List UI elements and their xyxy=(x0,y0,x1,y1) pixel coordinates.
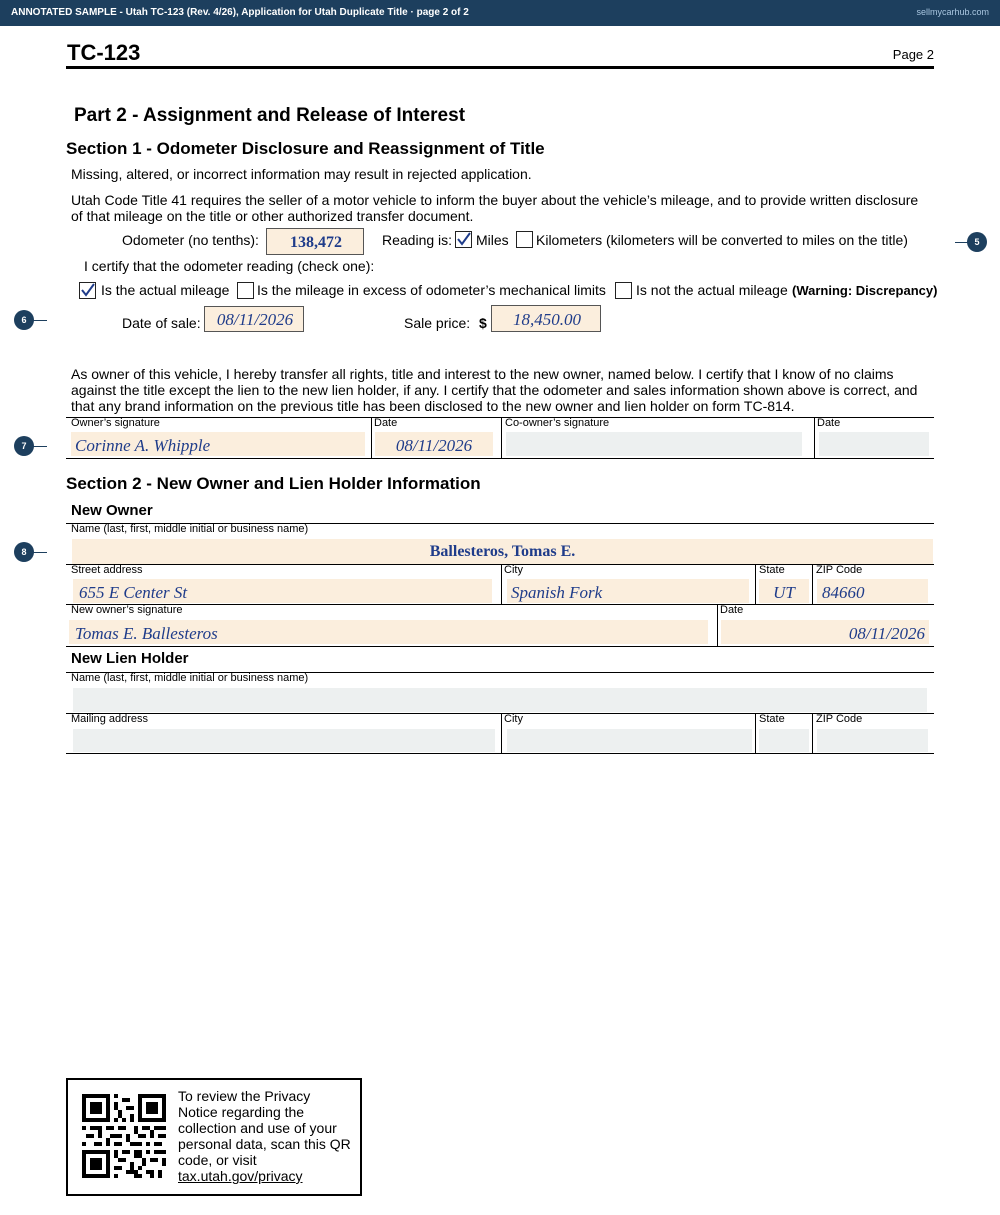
coowner-signature-label: Co-owner’s signature xyxy=(505,417,610,429)
new-owner-name-label: Name (last, first, middle initial or business name) xyxy=(71,523,309,535)
discrepancy-warning: (Warning: Discrepancy) xyxy=(792,283,938,298)
section1-title: Section 1 - Odometer Disclosure and Reassignment of Title xyxy=(66,139,545,158)
odometer-field[interactable] xyxy=(266,228,364,255)
form-number: TC-123 xyxy=(67,40,141,65)
code-disclosure-text: Utah Code Title 41 requires the seller of a motor vehicle to inform the buyer about the vehicle’s mileage, and to provide written disclosure of that mileage on the title or other authorized transfer document. xyxy=(71,192,919,224)
check-icon xyxy=(457,232,471,246)
date-of-sale-value: 08/11/2026 xyxy=(216,310,294,329)
street-value: 655 E Center St xyxy=(79,583,188,602)
divider xyxy=(717,604,718,646)
excess-mileage-label: Is the mileage in excess of odometer’s mechanical limits xyxy=(257,282,606,298)
rule xyxy=(66,713,934,714)
zip-label: ZIP Code xyxy=(816,564,863,576)
coowner-signature-field[interactable] xyxy=(506,432,802,456)
divider xyxy=(755,564,756,605)
divider xyxy=(501,713,502,754)
state-field[interactable] xyxy=(759,579,809,603)
page-label: Page 2 xyxy=(892,47,934,62)
divider xyxy=(501,564,502,605)
owner-date-value: 08/11/2026 xyxy=(395,436,473,455)
new-owner-date-field[interactable] xyxy=(721,620,929,644)
coowner-date-field[interactable] xyxy=(819,432,929,456)
lien-name-label: Name (last, first, middle initial or business name) xyxy=(71,672,309,684)
reading-label: Reading is: xyxy=(382,232,453,248)
state-label: State xyxy=(759,564,785,576)
miles-checkbox[interactable] xyxy=(455,231,472,248)
transfer-statement: As owner of this vehicle, I hereby transfer all rights, title and interest to the new owner, named below. I certify that I know of no claims against the title except the lien to the new lien holder, if any. I certify that the odometer and sales information shown above is correct, and that any brand information on the previous title has been disclosed to the new owner and lien holder on form TC-814. xyxy=(71,366,918,414)
owner-signature-value: Corinne A. Whipple xyxy=(75,436,211,455)
annotation-marker: 8 xyxy=(14,542,34,562)
part2-title: Part 2 - Assignment and Release of Interest xyxy=(74,105,466,126)
actual-mileage-label: Is the actual mileage xyxy=(101,282,230,298)
excess-mileage-checkbox[interactable] xyxy=(237,282,254,299)
banner-site[interactable]: sellmycarhub.com xyxy=(916,7,989,17)
rule xyxy=(66,564,934,565)
sale-price-field[interactable] xyxy=(491,305,601,332)
new-owner-signature-value: Tomas E. Ballesteros xyxy=(75,624,218,643)
owner-date-field[interactable] xyxy=(375,432,493,456)
top-banner xyxy=(0,0,1000,26)
kilometers-checkbox[interactable] xyxy=(516,231,533,248)
certify-label: I certify that the odometer reading (check one): xyxy=(84,258,375,274)
new-owner-date-label: Date xyxy=(720,604,744,616)
date-of-sale-label: Date of sale: xyxy=(122,315,201,331)
new-owner-date-value: 08/11/2026 xyxy=(848,624,925,643)
rule xyxy=(66,604,934,605)
lien-city-label: City xyxy=(504,713,523,725)
new-owner-name-value: Ballesteros, Tomas E. xyxy=(429,543,576,560)
new-owner-signature-field[interactable] xyxy=(69,620,708,644)
lien-name-field[interactable] xyxy=(73,688,927,712)
lien-state-label: State xyxy=(759,713,785,725)
marker-leader xyxy=(33,552,47,553)
privacy-notice-text xyxy=(178,1088,353,1184)
not-actual-checkbox[interactable] xyxy=(615,282,632,299)
new-owner-name-field[interactable] xyxy=(72,539,933,564)
divider xyxy=(812,713,813,754)
sig-table-bottom-rule xyxy=(66,458,934,459)
section2-title: Section 2 - New Owner and Lien Holder Information xyxy=(66,474,481,493)
divider xyxy=(371,417,372,458)
odometer-value: 138,472 xyxy=(290,234,342,251)
miles-label: Miles xyxy=(476,232,509,248)
kilometers-label: Kilometers (kilometers will be converted to miles on the title) xyxy=(536,232,908,248)
privacy-link[interactable]: tax.utah.gov/privacy xyxy=(178,1168,303,1184)
not-actual-label: Is not the actual mileage xyxy=(636,282,788,298)
rule xyxy=(66,753,934,754)
sig-table-top-rule xyxy=(66,417,934,418)
date-of-sale-field[interactable] xyxy=(204,306,304,332)
divider xyxy=(755,713,756,754)
currency-symbol: $ xyxy=(479,315,487,331)
odometer-label: Odometer (no tenths): xyxy=(122,232,259,248)
lien-zip-field[interactable] xyxy=(817,729,928,752)
rejection-warning: Missing, altered, or incorrect information may result in rejected application. xyxy=(71,166,532,182)
zip-field[interactable] xyxy=(817,579,928,603)
street-field[interactable] xyxy=(73,579,492,603)
street-label: Street address xyxy=(71,564,143,576)
lien-state-field[interactable] xyxy=(759,729,809,752)
owner-signature-field[interactable] xyxy=(71,432,365,456)
qr-code-icon[interactable] xyxy=(82,1094,166,1178)
owner-date-label: Date xyxy=(374,417,398,429)
divider xyxy=(812,564,813,605)
lien-address-field[interactable] xyxy=(73,729,495,752)
sale-price-value: 18,450.00 xyxy=(513,310,581,329)
marker-leader xyxy=(33,446,47,447)
city-label: City xyxy=(504,564,523,576)
state-value: UT xyxy=(773,583,795,602)
lien-address-label: Mailing address xyxy=(71,713,149,725)
actual-mileage-checkbox[interactable] xyxy=(79,282,96,299)
header-rule xyxy=(66,66,934,69)
privacy-notice-box xyxy=(66,1078,362,1196)
divider xyxy=(814,417,815,458)
banner-title: ANNOTATED SAMPLE - Utah TC-123 (Rev. 4/26), Application for Utah Duplicate Title · page 2 of 2 xyxy=(11,7,469,18)
annotation-marker: 7 xyxy=(14,436,34,456)
annotation-marker: 6 xyxy=(14,310,34,330)
sale-price-label: Sale price: xyxy=(404,315,471,331)
coowner-date-label: Date xyxy=(817,417,841,429)
rule xyxy=(66,646,934,647)
privacy-text: To review the Privacy Notice regarding the collection and use of your personal data, scan this QR code, or visit xyxy=(178,1088,351,1168)
marker-leader xyxy=(33,320,47,321)
annotation-marker: 5 xyxy=(967,232,987,252)
check-icon xyxy=(81,283,95,297)
zip-value: 84660 xyxy=(822,583,865,602)
new-owner-heading: New Owner xyxy=(71,502,153,519)
new-owner-signature-label: New owner’s signature xyxy=(71,604,183,616)
city-field[interactable] xyxy=(507,579,749,603)
lien-holder-heading: New Lien Holder xyxy=(71,650,189,667)
owner-signature-label: Owner’s signature xyxy=(71,417,160,429)
lien-zip-label: ZIP Code xyxy=(816,713,863,725)
city-value: Spanish Fork xyxy=(511,583,603,602)
divider xyxy=(501,417,502,458)
lien-city-field[interactable] xyxy=(507,729,752,752)
